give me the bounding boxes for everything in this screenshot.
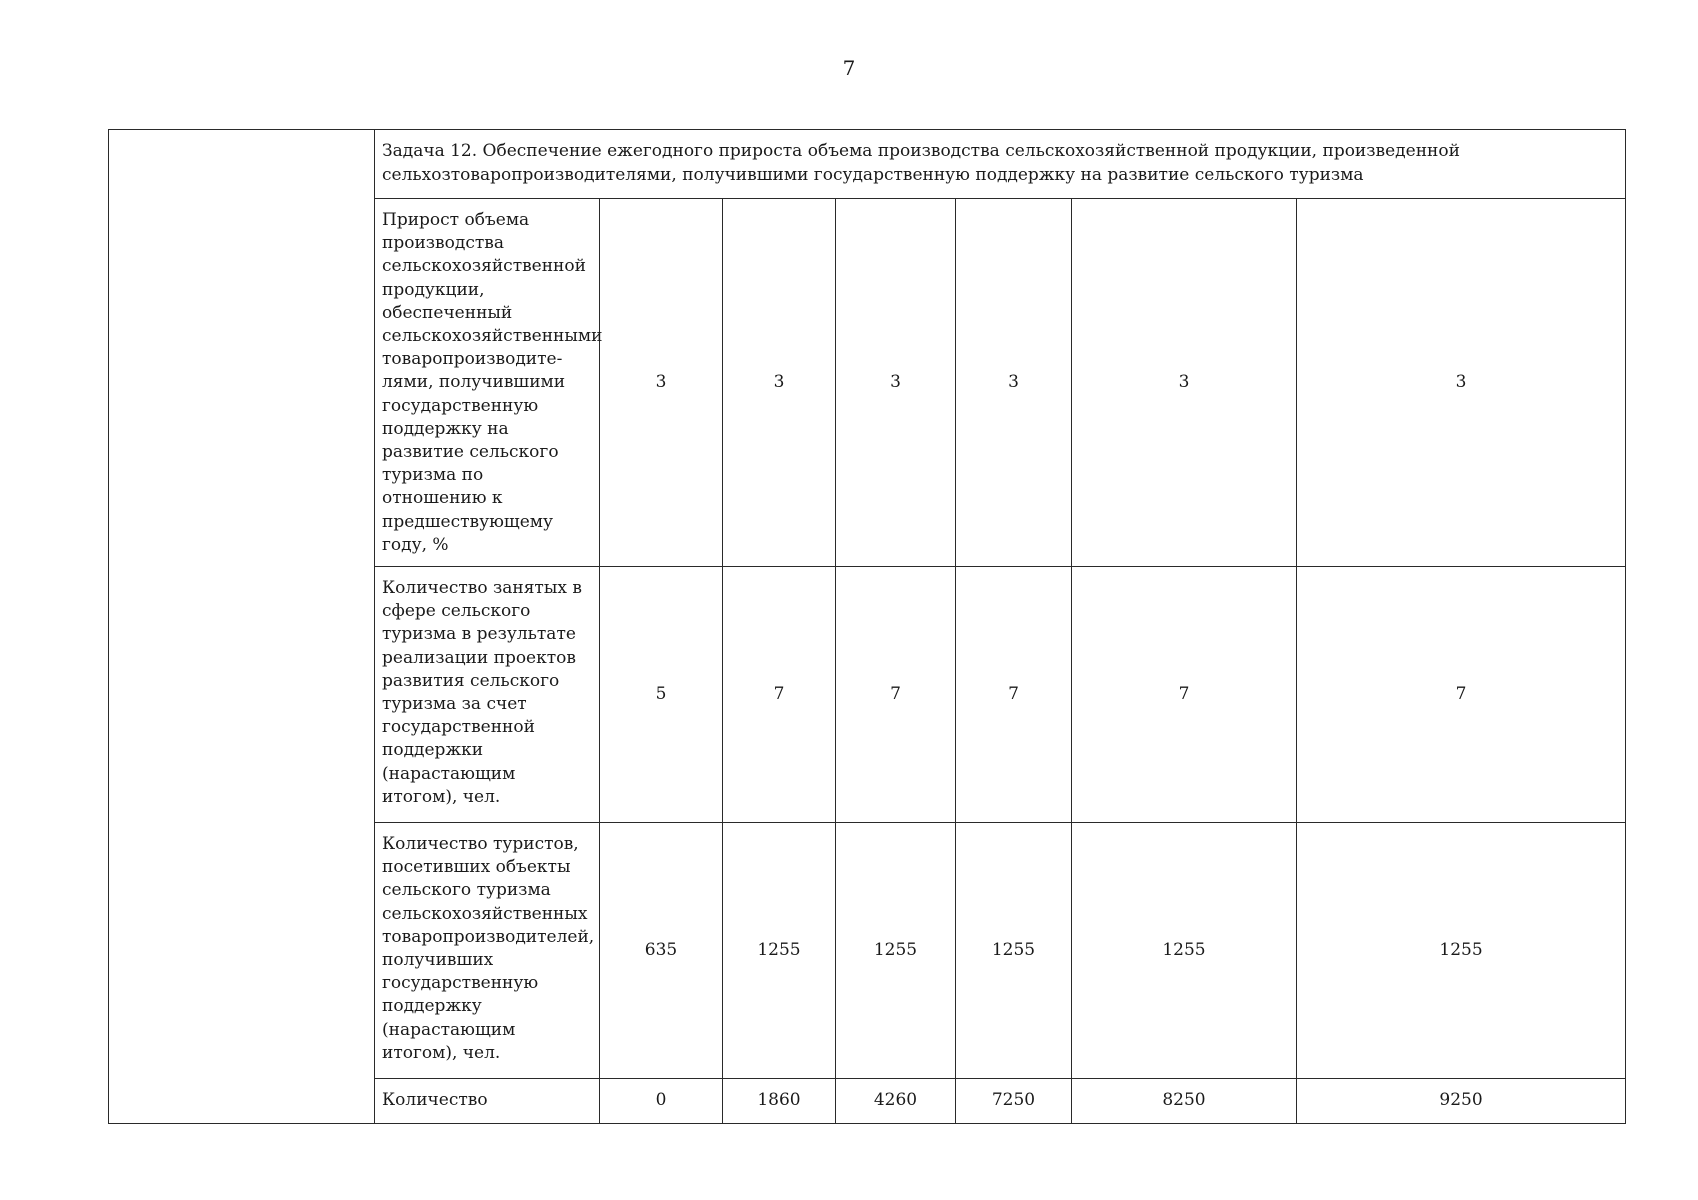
task-heading: Задача 12. Обеспечение ежегодного прироста объема производства сельскохозяйственной продукции, произведенной сельхозтоваропроизводителями, получившими государственную поддержку на развитие сельского туризма	[375, 130, 1626, 199]
value-cell: 3	[956, 199, 1072, 567]
value-cell: 1255	[956, 823, 1072, 1079]
value-cell: 1255	[836, 823, 956, 1079]
value-cell: 3	[600, 199, 723, 567]
page-number: 7	[842, 56, 856, 80]
task-row	[109, 130, 1626, 199]
value-cell: 7	[723, 567, 836, 823]
indicator-label: Количество туристов, посетивших объекты сельского туризма сельскохозяйственных товаропроизводителей, получивших государственную поддержку (нарастающим итогом), чел.	[375, 823, 600, 1079]
empty-left-cell	[109, 130, 375, 1124]
indicator-label: Количество	[375, 1079, 600, 1124]
value-cell: 8250	[1072, 1079, 1297, 1124]
value-cell: 635	[600, 823, 723, 1079]
value-cell: 3	[836, 199, 956, 567]
value-cell: 7	[1297, 567, 1626, 823]
indicator-label: Количество занятых в сфере сельского туризма в результате реализации проектов развития сельского туризма за счет государственной поддержки (нарастающим итогом), чел.	[375, 567, 600, 823]
value-cell: 4260	[836, 1079, 956, 1124]
value-cell: 3	[723, 199, 836, 567]
value-cell: 3	[1297, 199, 1626, 567]
indicator-label: Прирост объема производства сельскохозяйственной продукции, обеспеченный сельскохозяйственными товаропроизводите-лями, получившими государственную поддержку на развитие сельского туризма по отношению к предшествующему году, %	[375, 199, 600, 567]
value-cell: 1255	[1297, 823, 1626, 1079]
value-cell: 7	[836, 567, 956, 823]
value-cell: 9250	[1297, 1079, 1626, 1124]
value-cell: 7	[956, 567, 1072, 823]
value-cell: 1255	[723, 823, 836, 1079]
value-cell: 7250	[956, 1079, 1072, 1124]
value-cell: 5	[600, 567, 723, 823]
value-cell: 1860	[723, 1079, 836, 1124]
value-cell: 1255	[1072, 823, 1297, 1079]
indicators-table	[108, 129, 1626, 1124]
value-cell: 7	[1072, 567, 1297, 823]
value-cell: 3	[1072, 199, 1297, 567]
value-cell: 0	[600, 1079, 723, 1124]
